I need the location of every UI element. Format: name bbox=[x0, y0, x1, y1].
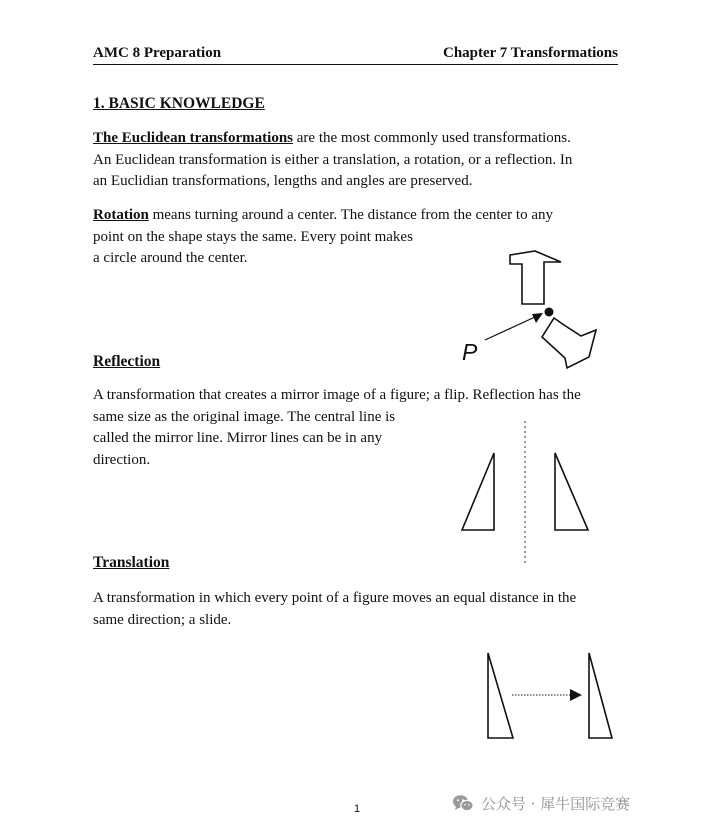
page-number: 1 bbox=[353, 803, 361, 815]
mirrored-triangle bbox=[555, 453, 588, 530]
section-heading: 1. BASIC KNOWLEDGE bbox=[93, 95, 265, 112]
rotation-line-1 bbox=[93, 205, 633, 227]
euclidean-line-1-rest: are the most commonly used transformations. bbox=[293, 130, 571, 146]
translation-line-1: A transformation in which every point of a figure moves an equal distance in the bbox=[93, 590, 577, 606]
translation-arrow-head bbox=[570, 689, 582, 701]
rotation-point-label: P bbox=[462, 339, 478, 365]
rotation-term: Rotation bbox=[93, 207, 149, 223]
translation-original-triangle bbox=[488, 653, 513, 738]
rotation-figure bbox=[455, 245, 605, 375]
reflection-line-4: direction. bbox=[93, 451, 151, 468]
translation-paragraph bbox=[93, 588, 633, 631]
wechat-icon bbox=[452, 794, 474, 813]
reflection-figure bbox=[455, 418, 600, 566]
rotation-center-dot bbox=[545, 308, 554, 317]
rotation-line-1-rest: means turning around a center. The distance from the center to any bbox=[148, 207, 554, 223]
rotation-rotated-arrow-shape bbox=[542, 318, 596, 368]
original-triangle bbox=[462, 453, 494, 530]
reflection-heading: Reflection bbox=[93, 353, 161, 370]
rotation-up-arrow-shape bbox=[510, 251, 561, 304]
translation-line-2: same direction; a slide. bbox=[93, 611, 232, 628]
rotation-line-3: a circle around the center. bbox=[93, 250, 248, 266]
reflection-line-1: A transformation that creates a mirror image of a figure; a flip. Reflection has the bbox=[93, 387, 581, 403]
translation-figure bbox=[480, 645, 620, 745]
euclidean-line-1 bbox=[93, 128, 633, 150]
euclidean-line-2: An Euclidean transformation is either a translation, a rotation, or a reflection. In bbox=[93, 151, 573, 168]
euclidean-term: The Euclidean transformations bbox=[93, 130, 294, 146]
euclidean-line-3: an Euclidian transformations, lengths and angles are preserved. bbox=[93, 173, 473, 189]
translation-heading: Translation bbox=[93, 554, 170, 571]
rotation-line-2: point on the shape stays the same. Every point makes bbox=[93, 228, 413, 245]
header-left-title: AMC 8 Preparation bbox=[93, 45, 222, 61]
page-header bbox=[93, 44, 618, 65]
rotation-arrow-line bbox=[485, 317, 535, 340]
euclidean-paragraph bbox=[93, 128, 633, 193]
translation-image-triangle bbox=[589, 653, 612, 738]
header-right-title: Chapter 7 Transformations bbox=[442, 45, 618, 61]
watermark-text: 公众号 · 犀牛国际竞赛 bbox=[481, 794, 631, 813]
reflection-line-3: called the mirror line. Mirror lines can be in any bbox=[93, 430, 383, 446]
reflection-line-2: same size as the original image. The central line is bbox=[93, 408, 396, 425]
wechat-watermark bbox=[452, 791, 630, 815]
